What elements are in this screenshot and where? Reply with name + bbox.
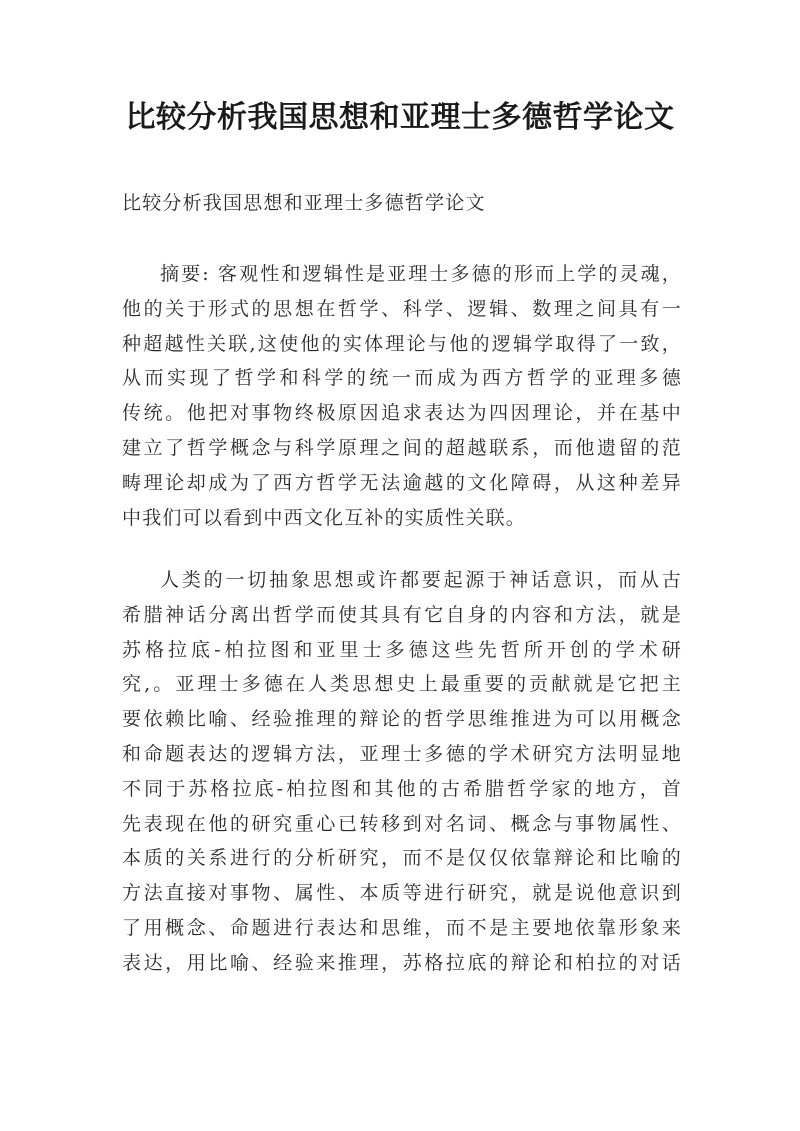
paragraph-line: 和命题表达的逻辑方法，亚理士多德的学术研究方法明显地 (122, 742, 682, 765)
document-title: 比较分析我国思想和亚理士多德哲学论文 (125, 100, 675, 135)
paragraph-line: 本质的关系进行的分析研究，而不是仅仅依靠辩论和比喻的 (122, 847, 682, 870)
paragraph-line: 要依赖比喻、经验推理的辩论的哲学思维推进为可以用概念 (122, 708, 682, 731)
paragraph-line: 不同于苏格拉底-柏拉图和其他的古希腊哲学家的地方，首 (122, 777, 682, 800)
paragraph-line: 了用概念、命题进行表达和思维，而不是主要地依靠形象来 (122, 916, 682, 939)
paragraph-line: 摘要: 客观性和逻辑性是亚理士多德的形而上学的灵魂， (160, 263, 682, 285)
paragraph-line: 畴理论却成为了西方哲学无法逾越的文化障碍，从这种差异 (122, 471, 682, 494)
paragraph-line: 先表现在他的研究重心已转移到对名词、概念与事物属性、 (122, 812, 682, 835)
paragraph-line: 传统。他把对事物终极原因追求表达为四因理论，并在基中 (122, 402, 682, 425)
document-subtitle: 比较分析我国思想和亚理士多德哲学论文 (122, 192, 486, 214)
paragraph-line: 人类的一切抽象思想或许都要起源于神话意识，而从古 (160, 569, 682, 591)
paragraph-line: 究,。亚理士多德在人类思想史上最重要的贡献就是它把主 (122, 673, 682, 696)
paragraph-line: 中我们可以看到中西文化互补的实质性关联。 (122, 506, 527, 529)
paragraph-line: 他的关于形式的思想在哲学、科学、逻辑、数理之间具有一 (122, 297, 682, 320)
paragraph-line: 建立了哲学概念与科学原理之间的超越联系，而他遗留的范 (122, 436, 682, 459)
abstract-paragraph (122, 257, 682, 535)
paragraph-line: 方法直接对事物、属性、本质等进行研究，就是说他意识到 (122, 882, 682, 905)
paragraph-line: 希腊神话分离出哲学而使其具有它自身的内容和方法，就是 (122, 603, 682, 626)
paragraph-line: 种超越性关联,这使他的实体理论与他的逻辑学取得了一致， (122, 332, 682, 355)
body-paragraph (122, 563, 682, 981)
paragraph-line: 苏格拉底-柏拉图和亚里士多德这些先哲所开创的学术研 (122, 638, 682, 661)
paragraph-line: 从而实现了哲学和科学的统一而成为西方哲学的亚理多德 (122, 367, 682, 390)
paragraph-line: 表达，用比喻、经验来推理，苏格拉底的辩论和柏拉的对话 (122, 951, 682, 974)
